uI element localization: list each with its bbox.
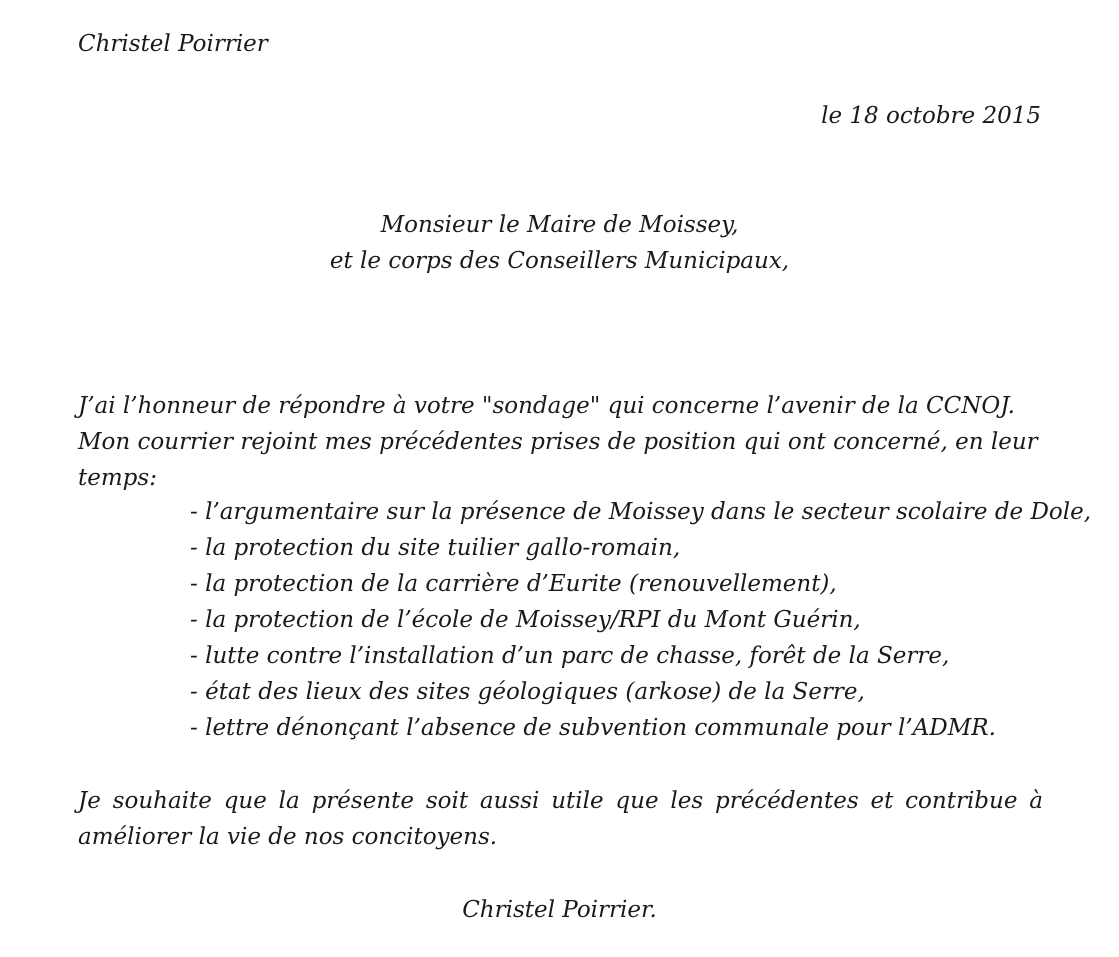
intro-paragraph — [78, 388, 1043, 496]
intro-line: Mon courrier rejoint mes précédentes prises de position qui ont concerné, en leur temps: — [78, 429, 1038, 491]
list-item: - la protection du site tuilier gallo-romain, — [190, 535, 681, 561]
closing-paragraph: Je souhaite que la présente soit aussi utile que les précédentes et contribue à améliorer la vie de nos concitoyens. — [78, 788, 1043, 850]
signature: Christel Poirrier. — [462, 897, 657, 923]
recipient-line: Monsieur le Maire de Moissey, — [380, 212, 739, 238]
list-item: - lutte contre l’installation d’un parc de chasse, forêt de la Serre, — [190, 643, 950, 669]
sender-name: Christel Poirrier — [78, 31, 268, 57]
recipient-line: et le corps des Conseillers Municipaux, — [329, 248, 790, 274]
list-item: - l’argumentaire sur la présence de Moissey dans le secteur scolaire de Dole, — [190, 499, 1092, 525]
list-item: - état des lieux des sites géologiques (arkose) de la Serre, — [190, 679, 865, 705]
intro-line: J’ai l’honneur de répondre à votre "sondage" qui concerne l’avenir de la CCNOJ. — [78, 393, 1015, 419]
positions-list — [190, 494, 1091, 746]
list-item: - la protection de l’école de Moissey/RPI du Mont Guérin, — [190, 607, 861, 633]
list-item: - lettre dénonçant l’absence de subvention communale pour l’ADMR. — [190, 715, 996, 741]
recipient-block — [0, 207, 1119, 279]
list-item: - la protection de la carrière d’Eurite (renouvellement), — [190, 571, 837, 597]
letter-date: le 18 octobre 2015 — [821, 103, 1041, 129]
